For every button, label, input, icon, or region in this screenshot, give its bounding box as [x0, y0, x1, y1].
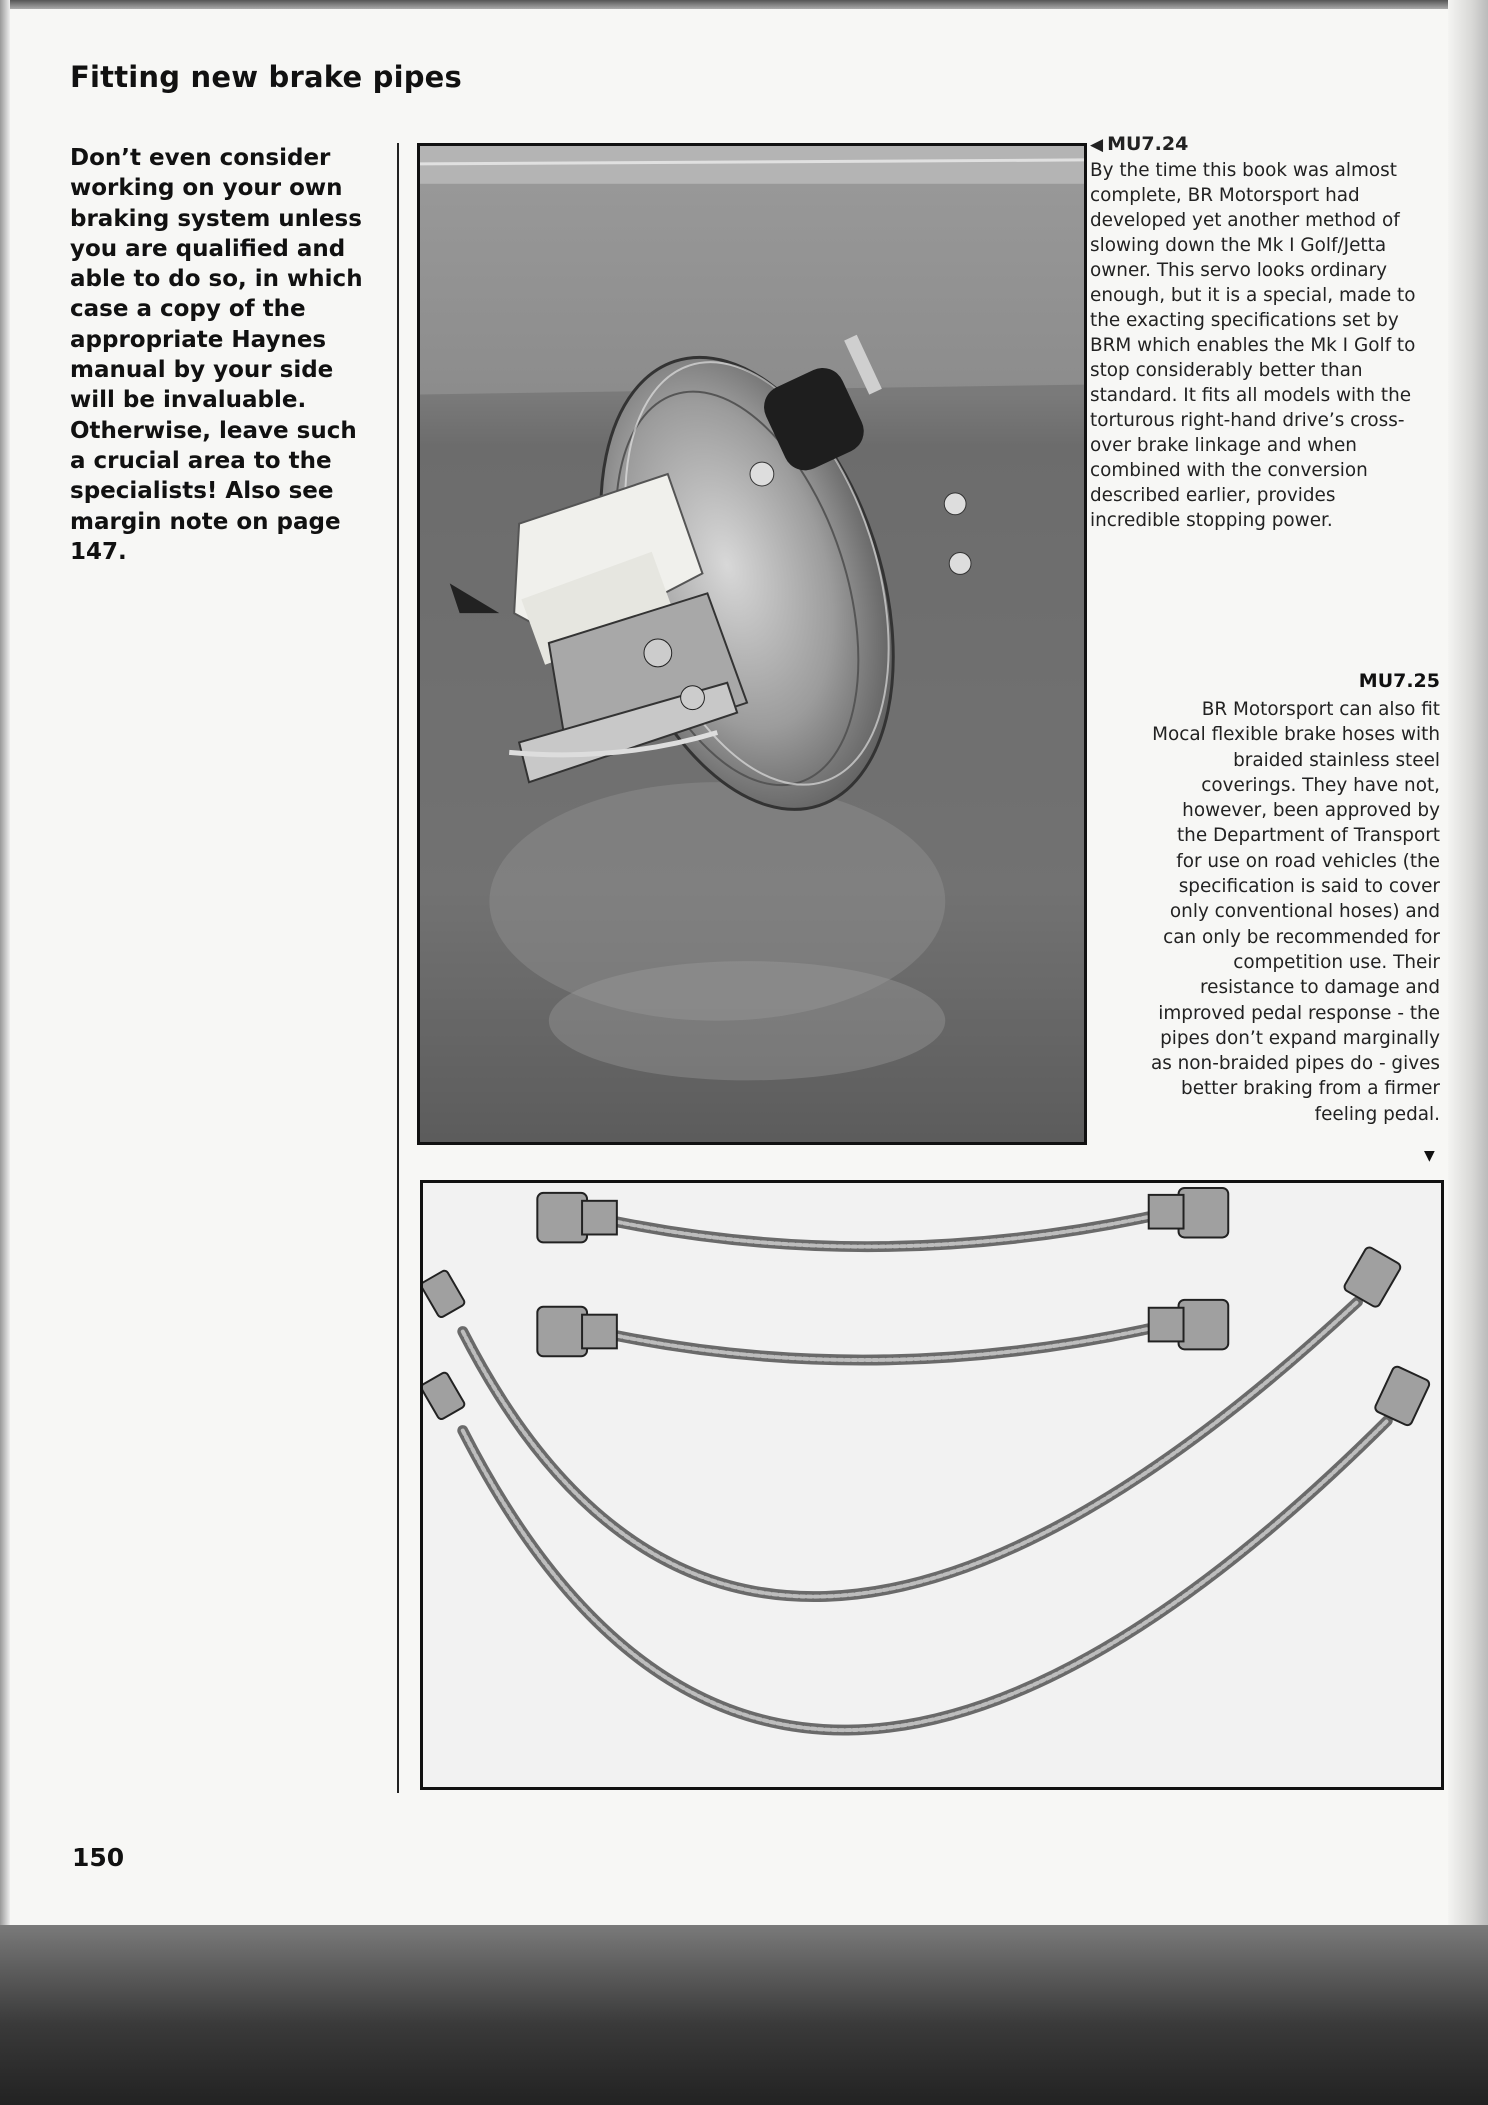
- margin-note-text-start: Don’t even: [70, 145, 220, 171]
- column-divider: [397, 143, 399, 1793]
- page-curl-shadow: [1448, 0, 1488, 1930]
- margin-note-emphasis: consider: [219, 145, 331, 171]
- braided-hoses-illustration: [423, 1183, 1441, 1787]
- figure-label: MU7.24: [1107, 133, 1189, 155]
- left-arrow-icon: ◀: [1090, 135, 1104, 155]
- page-number: 150: [72, 1843, 125, 1872]
- caption-mu7-25: BR Motorsport can also fit Mocal flexible brake hoses with braided stainless steel coverings. They have not, however, been approved by the Department of Transport for use on road vehicles (the specification is said to cover only conventional hoses) and can only be recommended for competition use. Their resistance to damage and improved pedal response - the pipes don’t expand marginally as non-braided pipes do - gives better braking from a firmer feeling pedal.: [1150, 699, 1440, 1125]
- brake-servo-illustration: [420, 146, 1084, 1142]
- margin-note-text-end: working on your own braking system unless you are qualified and able to do so, in which case a copy of the appropriate Haynes manual by your side will be invaluable. Otherwise, leave such a crucial area to the specialists! Also see margin note on page 147.: [70, 175, 363, 565]
- scan-top-edge: [0, 0, 1488, 9]
- photo-braided-hoses: [420, 1180, 1444, 1790]
- margin-note: [70, 143, 370, 567]
- figure-label-mu7-25: MU7.25: [1358, 670, 1440, 692]
- photo-brake-servo: [417, 143, 1087, 1145]
- caption-mu7-24: [1090, 132, 1420, 533]
- scan-bottom-shadow: [0, 1925, 1488, 2105]
- caption-text: By the time this book was almost complete, BR Motorsport had developed yet another method of slowing down the Mk I Golf/Jetta owner. This servo looks ordinary enough, but it is a special, made to the exacting specifications set by BRM which enables the Mk I Golf to stop considerably better than standard. It fits all models with the torturous right-hand drive’s cross-over brake linkage and when combined with the conversion described earlier, provides incredible stopping power.: [1090, 160, 1416, 531]
- section-title: Fitting new brake pipes: [70, 60, 463, 94]
- scan-left-edge: [0, 0, 10, 1950]
- down-arrow-icon: ▼: [1424, 1148, 1435, 1164]
